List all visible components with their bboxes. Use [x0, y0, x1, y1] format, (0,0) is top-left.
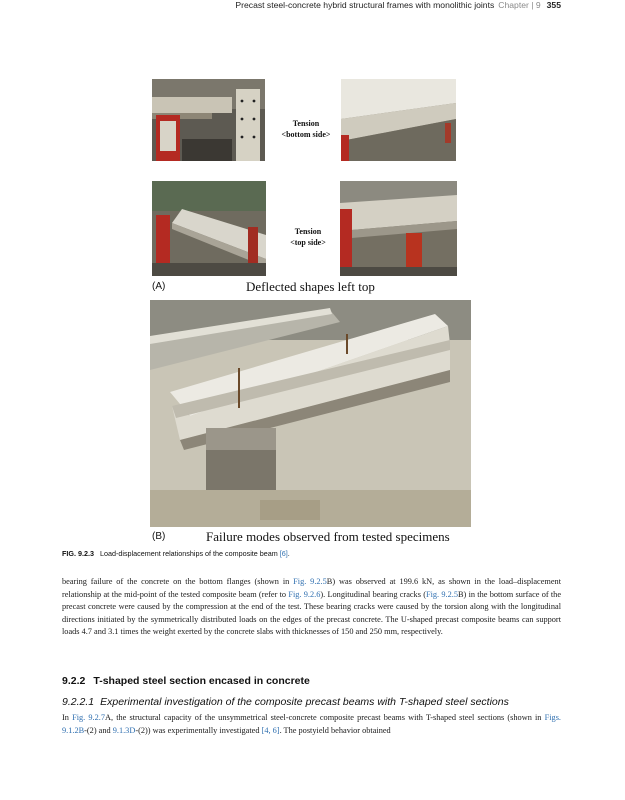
section-title: T-shaped steel section encased in concrete — [93, 675, 310, 687]
note-tension-bottom: Tension <bottom side> — [281, 119, 331, 139]
page-number: 355 — [546, 0, 561, 10]
section-number: 9.2.2 — [62, 675, 86, 687]
running-head — [0, 0, 561, 10]
ref-fig-9-2-5[interactable]: Fig. 9.2.5 — [293, 577, 327, 586]
ref-figs-9-1-2b[interactable]: Figs. 9.1.2B — [62, 713, 561, 735]
photo-a-bottom-left — [152, 181, 266, 276]
panel-b-caption: Failure modes observed from tested specimens — [206, 529, 450, 544]
subsection-title: Experimental investigation of the composite precast beams with T-shaped steel sections — [100, 696, 509, 708]
photo-b-failure — [150, 300, 471, 527]
running-head-chapter: Chapter | 9 — [498, 0, 541, 10]
photo-a-top-left — [152, 79, 265, 161]
figure-caption: FIG. 9.2.3 Load-displacement relationships of the composite beam [6]. — [62, 549, 290, 558]
ref-fig-9-2-5-second[interactable]: Fig. 9.2.5 — [425, 589, 458, 599]
photo-a-bottom-right — [340, 181, 457, 276]
panel-a-letter: (A) — [152, 281, 166, 292]
paragraph-1: bearing failure of the concrete on the bottom flanges (shown in Fig. 9.2.5B) was observed at 199.6 kN, as shown in the load–displacement relationship at the mid-point of the tested composite beam (refer to Fig. 9.2.6). Longitudinal bearing cracks (Fig. 9.2.5B) in the bottom surface of the precast concrete were caused by the compression at the end of the test. These bearing cracks were caused by the torsion along with the longitudinal directions initiated by the symmetrically distributed loads on the edges of the precast concrete. The U-shaped precast composite beams can support loads 4.7 and 3.1 times the weight exerted by the concrete slabs with thicknesses of 150 and 250 mm, respectively. — [62, 577, 562, 637]
ref-9-1-3d[interactable]: 9.1.3D — [112, 725, 136, 735]
section-heading — [62, 675, 310, 687]
subsection-heading — [62, 696, 509, 708]
running-head-title: Precast steel-concrete hybrid structural frames with monolithic joints — [235, 0, 495, 10]
note-tension-top: Tension <top side> — [290, 227, 326, 247]
ref-fig-9-2-6[interactable]: Fig. 9.2.6 — [288, 589, 321, 599]
paragraph-2: In Fig. 9.2.7A, the structural capacity of the unsymmetrical steel-concrete composite precast beams with T-shaped steel sections (shown in Figs. 9.1.2B-(2) and 9.1.3D-(2)) was experimentally investigated [4, 6]. The postyield behavior obtained — [62, 713, 561, 735]
photo-a-top-right — [341, 79, 456, 161]
figure-caption-ref[interactable]: [6] — [279, 549, 288, 558]
figure-caption-label: FIG. 9.2.3 — [62, 549, 94, 558]
ref-fig-9-2-7[interactable]: Fig. 9.2.7 — [72, 713, 105, 722]
figure-caption-text: Load-displacement relationships of the composite beam — [99, 549, 278, 558]
subsection-number: 9.2.2.1 — [62, 696, 95, 708]
panel-b-letter: (B) — [152, 531, 166, 542]
ref-4-6[interactable]: [4, 6] — [261, 725, 280, 735]
panel-a-caption: Deflected shapes left top — [246, 279, 375, 294]
